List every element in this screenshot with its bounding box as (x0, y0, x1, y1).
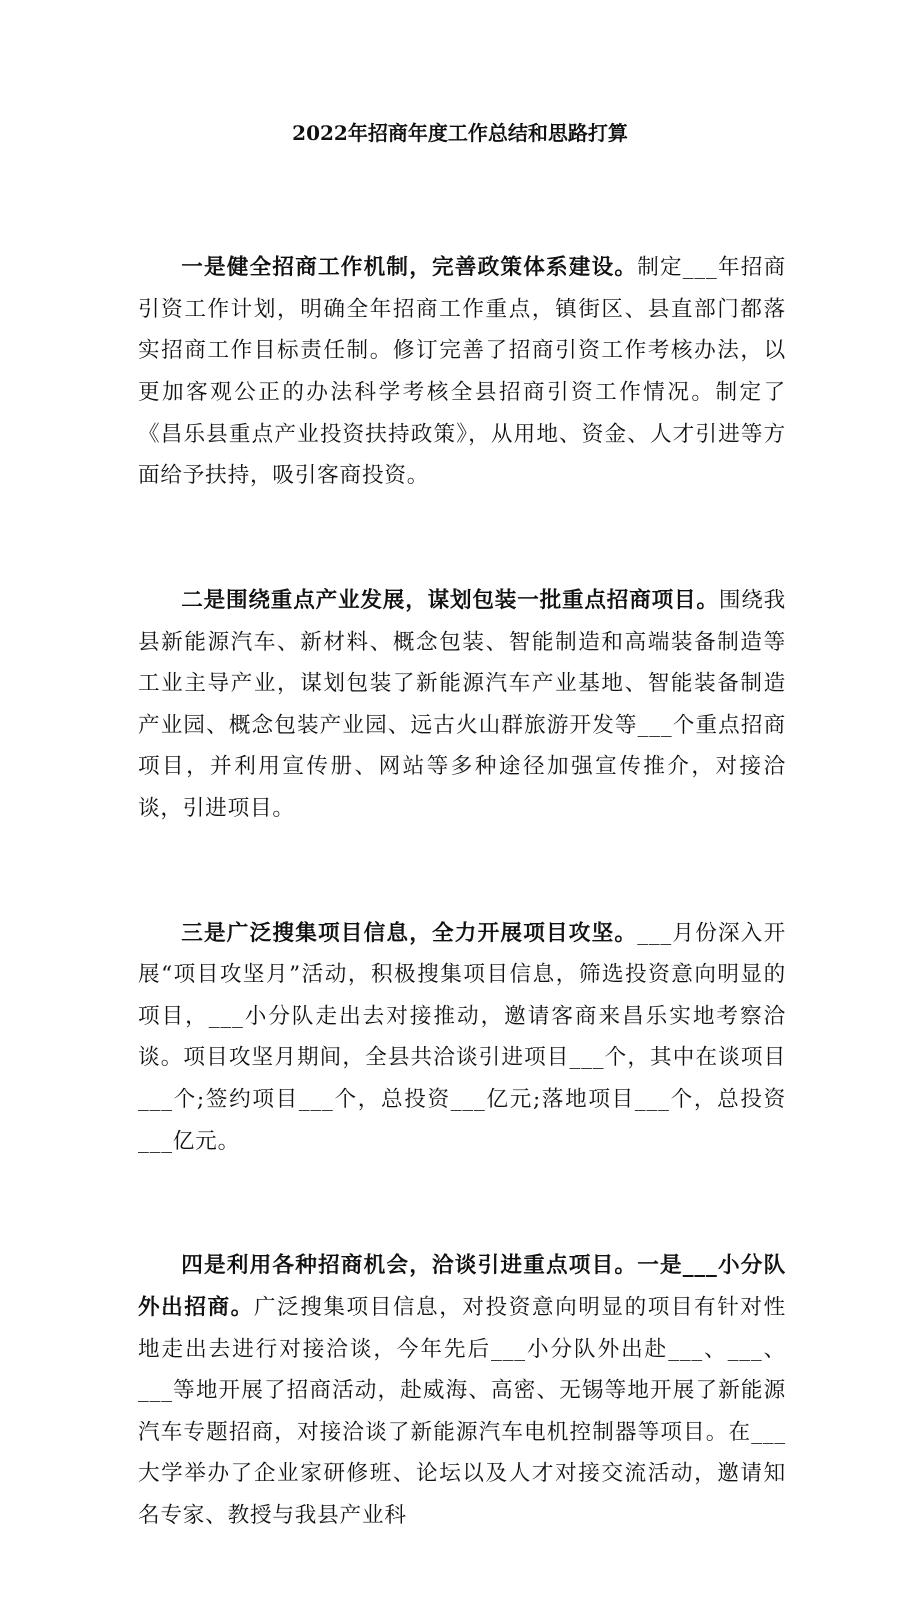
paragraph-3-text: ___月份深入开展“项目攻坚月”活动，积极搜集项目信息，筛选投资意向明显的项目，___小分队走出去对接推动，邀请客商来昌乐实地考察洽谈。项目攻坚月期间，全县共洽谈引进项目___个，其中在谈项目___个;签约项目___个，总投资___亿元;落地项目___个，总投资___亿元。 (138, 920, 786, 1154)
paragraph-1 (138, 247, 786, 497)
document-title: 2022年招商年度工作总结和思路打算 (292, 121, 628, 145)
paragraph-1-text: 制定___年招商引资工作计划，明确全年招商工作重点，镇街区、县直部门都落实招商工作目标责任制。修订完善了招商引资工作考核办法，以更加客观公正的办法科学考核全县招商引资工作情况。制定了《昌乐县重点产业投资扶持政策》，从用地、资金、人才引进等方面给予扶持，吸引客商投资。 (138, 255, 786, 489)
paragraph-4 (138, 1245, 786, 1536)
paragraph-3 (138, 913, 786, 1163)
paragraph-4-text: 广泛搜集项目信息，对投资意向明显的项目有针对性地走出去进行对接洽谈，今年先后___小分队外出赴___、___、___等地开展了招商活动，赴威海、高密、无锡等地开展了新能源汽车专题招商，对接洽谈了新能源汽车电机控制器等项目。在___大学举办了企业家研修班、论坛以及人才对接交流活动，邀请知名专家、教授与我县产业科 (138, 1295, 786, 1528)
paragraph-1-lead: 一是健全招商工作机制，完善政策体系建设。 (181, 255, 638, 281)
paragraph-2-lead: 二是围绕重点产业发展，谋划包装一批重点招商项目。 (181, 587, 719, 613)
paragraph-2-text: 围绕我县新能源汽车、新材料、概念包装、智能制造和高端装备制造等工业主导产业，谋划包装了新能源汽车产业基地、智能装备制造产业园、概念包装产业园、远古火山群旅游开发等___个重点招商项目，并利用宣传册、网站等多种途径加强宣传推介，对接洽谈，引进项目。 (138, 587, 787, 821)
document-body (138, 164, 786, 1620)
paragraph-3-lead: 三是广泛搜集项目信息，全力开展项目攻坚。 (181, 920, 638, 946)
paragraph-2 (138, 580, 786, 830)
paragraph-4-lead: 四是利用各种招商机会，洽谈引进重点项目。一是___小分队外出招商。 (138, 1253, 786, 1321)
